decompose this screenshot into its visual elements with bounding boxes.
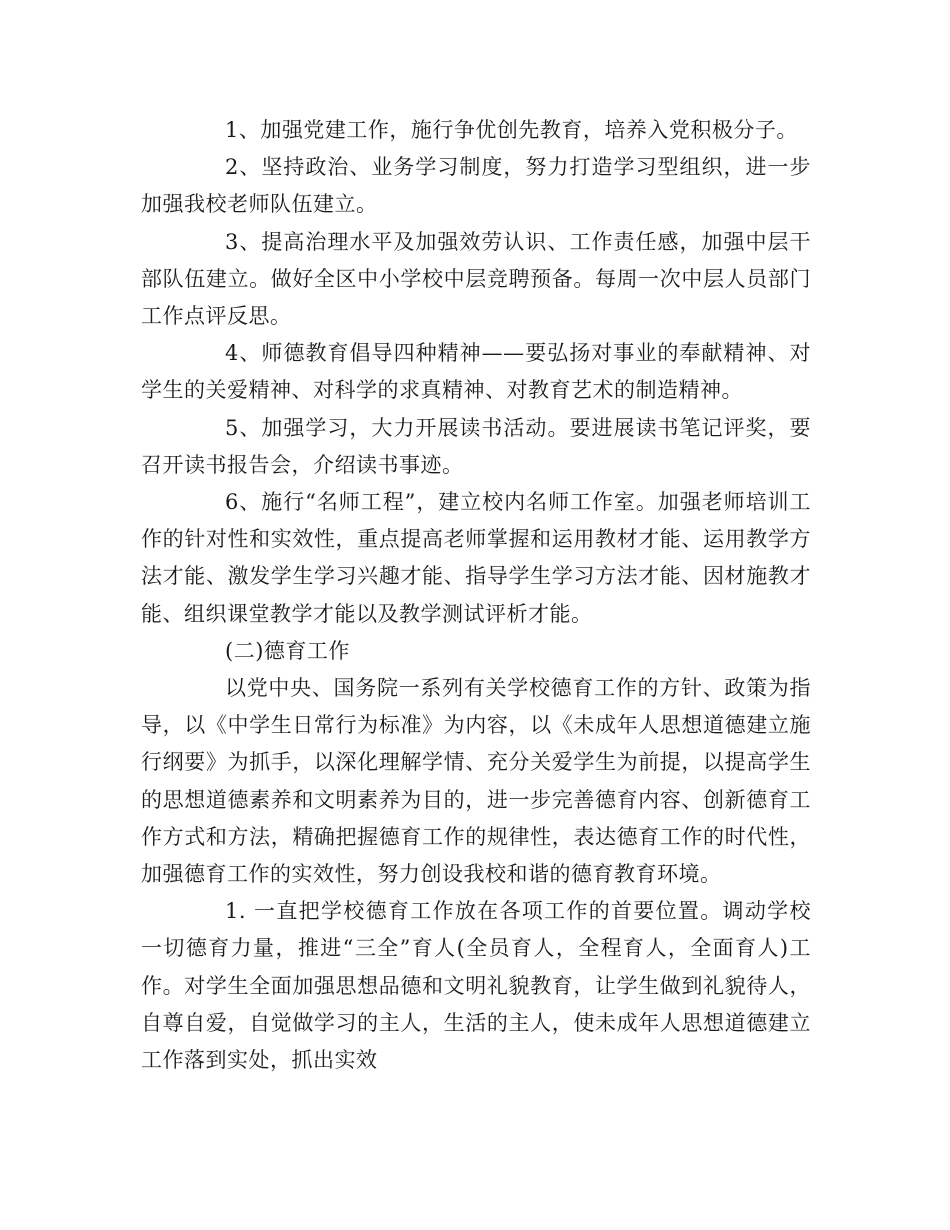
- paragraph-famous-teacher: 6、施行“名师工程”，建立校内名师工作室。加强老师培训工作的针对性和实效性，重点提高老师掌握和运用教材才能、运用教学方法才能、激发学生学习兴趣才能、指导学生学习方法才能、因材施教才能、组织课堂教学才能以及教学测试评析才能。: [141, 490, 811, 626]
- paragraph-management: 3、提高治理水平及加强效劳认识、工作责任感，加强中层干部队伍建立。做好全区中小学校中层竞聘预备。每周一次中层人员部门工作点评反思。: [141, 229, 811, 329]
- paragraph-party-building: 1、加强党建工作，施行争优创先教育，培养入党积极分子。: [225, 118, 798, 142]
- paragraph-moral-priority: 1. 一直把学校德育工作放在各项工作的首要位置。调动学校一切德育力量，推进“三全”育人(全员育人，全程育人，全面育人)工作。对学生全面加强思想品德和文明礼貌教育，让学生做到礼貌待人，自尊自爱，自觉做学习的主人，生活的主人，使未成年人思想道德建立工作落到实处，抓出实效: [141, 899, 811, 1073]
- document-page: [141, 112, 811, 1079]
- paragraph-teacher-ethics: 4、师德教育倡导四种精神——要弘扬对事业的奉献精神、对学生的关爱精神、对科学的求真精神、对教育艺术的制造精神。: [141, 341, 811, 403]
- paragraph-reading: 5、加强学习，大力开展读书活动。要进展读书笔记评奖，要召开读书报告会，介绍读书事迹。: [141, 415, 811, 477]
- paragraph-study-system: 2、坚持政治、业务学习制度，努力打造学习型组织，进一步加强我校老师队伍建立。: [141, 155, 811, 217]
- section-heading-moral-education: (二)德育工作: [225, 638, 350, 663]
- paragraph-moral-guidance: 以党中央、国务院一系列有关学校德育工作的方针、政策为指导，以《中学生日常行为标准》为内容，以《未成年人思想道德建立施行纲要》为抓手，以深化理解学情、充分关爱学生为前提，以提高学生的思想道德素养和文明素养为目的，进一步完善德育内容、创新德育工作方式和方法，精确把握德育工作的规律性，表达德育工作的时代性，加强德育工作的实效性，努力创设我校和谐的德育教育环境。: [141, 676, 811, 887]
